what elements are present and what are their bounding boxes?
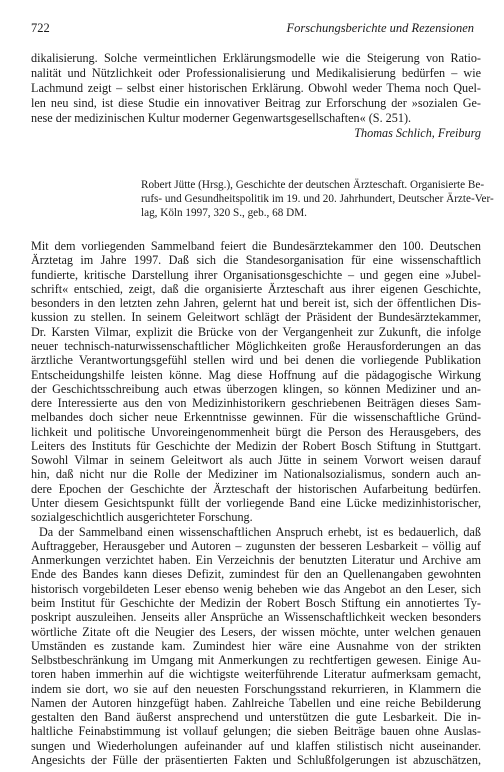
text-line: Mit dem vorliegenden Sammelband feiert die Bundesärztekammer den 100. Deutschen [31, 239, 481, 253]
reviewer-signature: Thomas Schlich, Freiburg [354, 126, 481, 140]
text-line: besonders in den letzten zehn Jahren, gelernt hat und bereit ist, sich der öffentlichen Dis- [31, 296, 481, 311]
text-line: dere Interessierte aus den von Medizinhistorikern geschriebenen Beiträgen dieses Sam- [31, 396, 481, 411]
text-line: sungen und Wiederholungen aufeinander auf und klaffen stilistisch nicht auseinander. [31, 738, 481, 753]
text-line: toren haben immerhin auf die wichtigste weiterführende Literatur aufmerksam gemacht, [31, 667, 481, 682]
text-line: Angesichts der Fülle der präsentierten Fakten und Schlußfolgerungen ist abzuschätzen, [31, 753, 481, 767]
text-line: wörtliche Zitate oft die Neugier des Lesers, der wissen möchte, unter welchen genauen [31, 624, 481, 639]
text-line: Unter diesem Gesichtspunkt füllt der vorliegende Band eine Lücke medizinhistorischer, [31, 496, 481, 510]
text-line: indem sie dort, wo sie auf den neuesten Forschungsstand rekurrieren, in Klammern die [31, 681, 481, 696]
text-line: haltliche Feinabstimmung ist vollauf gelungen; die sieben Beiträge bauen ohne Auslas- [31, 724, 481, 739]
text-line: Dr. Karsten Vilmar, explizit die Brücke von der Vergangenheit zur Zukunft, die infolge [31, 324, 481, 339]
text-line: Namen der Autoren hinzgefügt haben. Zahlreiche Tabellen und eine reiche Bebilderung [31, 695, 481, 710]
text-line: Anmerkungen verzichtet haben. Ein Verzeichnis der benutzten Literatur und Archive am [31, 553, 481, 568]
running-title: Forschungsberichte und Rezensionen [286, 21, 474, 35]
page-number: 722 [31, 21, 50, 35]
text-line: nese der medizinischen Kultur moderner Gegenwartsgesellschaften« (S. 251). [31, 111, 412, 125]
text-line: nalität und Nützlichkeit oder Professionalisierung und Medikalisierung bedürfen – wie [31, 66, 481, 80]
text-line: neuer technisch-naturwissenschaftlicher Möglichkeiten große Herausforderungen an das [31, 338, 481, 353]
text-line: historisch vorgebildeten Leser ebenso wenig beheben wie das Angebot an den Leser, sich [31, 581, 481, 596]
text-line: Da der Sammelband einen wissenschaftlichen Anspruch erhebt, ist es bedauerlich, daß [39, 524, 481, 539]
text-line: lichkeit und politische Unvoreingenommenheit bürgt die Person des Herausgebers, des [31, 424, 481, 439]
text-line: sozialgeschichtlich ausgerichteter Forschung. [31, 510, 253, 525]
text-line: Selbstbeschränkung im Umgang mit Anmerkungen zu rechtfertigen gewesen. Einige Au- [31, 653, 481, 668]
text-line: Entscheidungshilfe leisten könne. Mag diese Hoffnung auf die pädagogische Wirkung [31, 367, 481, 382]
text-line: Sowohl Vilmar in seinem Geleitwort als auch Jütte in seinem Vorwort weisen darauf [31, 453, 481, 468]
text-line: Leiters des Instituts für Geschichte der Medizin der Robert Bosch Stiftung in Stuttgart. [31, 438, 481, 453]
text-line: poskript auszuleihen. Jenseits aller Ansprüche an Wissenschaftlichkeit wecken besonders [31, 610, 481, 625]
bibliography-line: Robert Jütte (Hrsg.), Geschichte der deutschen Ärzteschaft. Organisierte Be- [141, 179, 485, 191]
text-line: hin, daß nicht nur die Rolle der Mediziner im Nationalsozialismus, sondern auch an- [31, 467, 481, 482]
text-line: melbandes doch sicher neue Erkenntnisse gewinnen. Für die wissenschaftliche Gründ- [31, 410, 481, 425]
text-line: schrift« entschied, zeigt, daß die organisierte Ärzteschaft aus ihrer eigenen Geschichte, [31, 281, 481, 296]
text-line: Lachmund zeigt – selbst einer historischen Erklärung. Obwohl weder Thema noch Quel- [31, 81, 481, 95]
text-line: dikalisierung. Solche vermeintlichen Erklärungsmodelle wie die Steigerung von Ratio- [31, 51, 481, 65]
text-line: len neu sind, ist diese Studie ein innovativer Beitrag zur Erforschung der »sozialen Ge- [31, 96, 481, 110]
text-line: ärztliche Verantwortungsgefühl stellen wird und bei denen die vorliegende Publikation [31, 353, 481, 368]
text-line: dere Epochen der Geschichte der Ärzteschaft der historischen Aufarbeitung bedürfen. [31, 481, 481, 496]
text-line: fundierte, kritische Darstellung ihrer Organisationsgeschichte – und gegen eine »Jubel- [31, 267, 481, 282]
text-line: gestalten den Band äußerst ansprechend und unterstützen die gute Lesbarkeit. Die in- [31, 710, 481, 725]
text-line: Ende des Bandes kann dieses Defizit, zumindest für den an Quellenangaben gewohnten [31, 567, 481, 582]
text-line: Ärztetag im Jahre 1997. Daß sich die Standesorganisation für eine wissenschaftlich [31, 253, 481, 268]
text-line: Umständen es zustande kam. Zumindest hier wäre eine Ausnahme von der strikten [31, 638, 481, 653]
bibliography-line: lag, Köln 1997, 320 S., geb., 68 DM. [141, 207, 307, 219]
text-line: kussion zu stellen. In seinem Geleitwort schlägt der Präsident der Bundesärztekammer, [31, 310, 481, 325]
text-line: Auftraggeber, Herausgeber und Autoren – zugunsten der besseren Lesbarkeit – völlig auf [31, 538, 481, 553]
bibliography-line: rufs- und Gesundheitspolitik im 19. und 20. Jahrhundert, Deutscher Ärzte-Ver- [141, 193, 494, 205]
text-line: beim Institut für Geschichte der Medizin der Robert Bosch Stiftung ein annotiertes Ty- [31, 595, 481, 610]
page-header [31, 21, 474, 39]
text-line: der Geschichtsschreibung auch etwas überzogen klingen, so können Mediziner und an- [31, 381, 481, 396]
